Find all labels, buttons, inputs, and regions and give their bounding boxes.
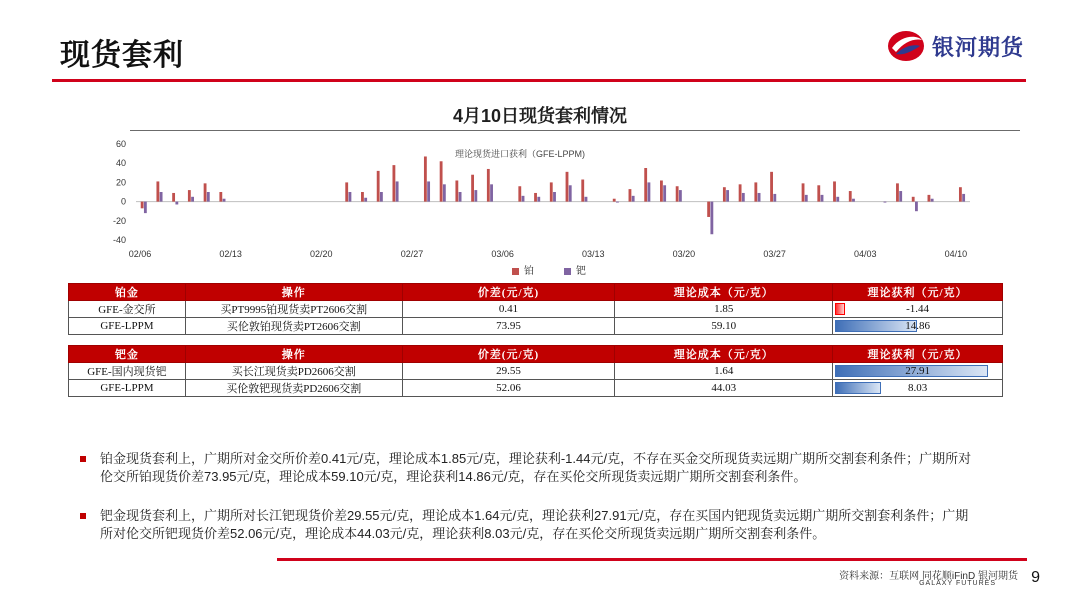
bar <box>852 199 855 202</box>
bar <box>144 202 147 214</box>
x-tick-label: 03/27 <box>763 249 786 259</box>
bar <box>522 196 525 202</box>
x-tick-label: 03/13 <box>582 249 605 259</box>
bar <box>188 190 191 202</box>
bullet-square-icon <box>80 456 86 462</box>
profit-databar <box>835 303 845 315</box>
spread-cell: 73.95 <box>402 318 615 335</box>
bar <box>537 197 540 202</box>
bar <box>207 192 210 202</box>
bar <box>821 195 824 202</box>
operation-cell: 买PT9995铂现货卖PT2606交割 <box>185 301 402 318</box>
bullet-text: 铂金现货套利上，广期所对金交所价差0.41元/克，理论成本1.85元/克，理论获利-1.44元/克，不存在买金交所现货卖远期广期所交割套利条件；广期所对伦交所铂现货价差73.95元/克，理论成本59.10元/克，理论获利14.86元/克，存在买伦交所现货卖远期广期所交割套利条件。 <box>100 451 972 484</box>
profit-value: -1.44 <box>906 303 930 315</box>
bar <box>471 175 474 202</box>
bar <box>585 197 588 202</box>
bar <box>723 187 726 201</box>
bar <box>364 198 367 202</box>
bar <box>707 202 710 217</box>
table-header: 价差(元/克) <box>402 284 615 301</box>
bar <box>629 189 632 201</box>
bar <box>884 202 887 203</box>
spread-cell: 29.55 <box>402 363 615 380</box>
bar <box>928 195 931 202</box>
operation-cell: 买长江现货卖PD2606交割 <box>185 363 402 380</box>
x-tick-label: 03/06 <box>491 249 514 259</box>
table-row <box>69 380 1003 397</box>
bar <box>349 192 352 202</box>
bar <box>632 196 635 202</box>
bullet-palladium <box>80 507 980 543</box>
bar <box>219 192 222 202</box>
table-header: 钯金 <box>69 346 186 363</box>
chart-title-divider <box>130 130 1020 131</box>
table-header: 理论成本（元/克） <box>615 284 833 301</box>
platinum-arbitrage-table <box>68 283 1003 335</box>
brand-logo <box>886 28 1024 64</box>
table-header: 铂金 <box>69 284 186 301</box>
commentary <box>80 450 980 486</box>
y-tick-label: 20 <box>115 177 126 188</box>
bar <box>345 182 348 201</box>
bar <box>660 180 663 201</box>
bar <box>553 192 556 202</box>
y-tick-label: -40 <box>112 235 126 245</box>
bar <box>710 202 713 235</box>
y-tick-label: 40 <box>115 158 126 169</box>
bullet-platinum <box>80 450 980 486</box>
bar <box>377 171 380 202</box>
table-row <box>69 318 1003 335</box>
market-cell: GFE-金交所 <box>69 301 186 318</box>
table-header: 价差(元/克) <box>402 346 615 363</box>
cost-cell: 1.64 <box>615 363 833 380</box>
bar <box>899 191 902 202</box>
bar <box>160 192 163 202</box>
operation-cell: 买伦敦钯现货卖PD2606交割 <box>185 380 402 397</box>
bar <box>175 202 178 205</box>
bar <box>679 190 682 202</box>
market-cell: GFE-LPPM <box>69 318 186 335</box>
bar <box>613 199 616 202</box>
spread-cell: 52.06 <box>402 380 615 397</box>
bar <box>959 187 962 201</box>
bar <box>915 202 918 212</box>
bar <box>490 184 493 201</box>
bullet-square-icon <box>80 513 86 519</box>
market-cell: GFE-国内现货钯 <box>69 363 186 380</box>
bar <box>742 193 745 202</box>
operation-cell: 买伦敦铂现货卖PT2606交割 <box>185 318 402 335</box>
profit-value: 14.86 <box>905 320 930 332</box>
chart-annotation: 理论现货进口获利（GFE-LPPM) <box>455 149 586 159</box>
bar <box>566 172 569 202</box>
spread-cell: 0.41 <box>402 301 615 318</box>
header-divider <box>52 79 1026 82</box>
bar <box>455 180 458 201</box>
profit-value: 27.91 <box>905 365 930 377</box>
chart-title: 4月10日现货套利情况 <box>452 106 628 126</box>
table-header: 操作 <box>185 346 402 363</box>
bar <box>644 168 647 202</box>
data-source: 资料来源：互联网 同花顺iFinD 银河期货 <box>839 571 1018 582</box>
bar <box>223 199 226 202</box>
bar <box>770 172 773 202</box>
market-cell: GFE-LPPM <box>69 380 186 397</box>
bar <box>204 183 207 201</box>
cost-cell: 1.85 <box>615 301 833 318</box>
bar <box>191 197 194 202</box>
bar <box>849 191 852 202</box>
bar <box>518 186 521 201</box>
bar <box>550 182 553 201</box>
bar <box>802 183 805 201</box>
bar <box>817 185 820 201</box>
x-tick-label: 02/20 <box>310 249 333 259</box>
commentary <box>80 507 980 543</box>
bar <box>534 193 537 202</box>
bar <box>156 181 159 201</box>
cost-cell: 59.10 <box>615 318 833 335</box>
bar <box>392 165 395 201</box>
chart-legend <box>512 262 586 277</box>
x-tick-label: 03/20 <box>672 249 696 259</box>
bar <box>676 186 679 201</box>
bar <box>896 183 899 201</box>
x-tick-label: 04/03 <box>853 249 877 259</box>
footer-divider <box>277 558 1027 561</box>
table-header: 理论获利（元/克） <box>833 346 1003 363</box>
page-number: 9 <box>1031 569 1040 586</box>
profit-databar <box>835 382 880 394</box>
brand-name: 银河期货 <box>931 34 1024 60</box>
bar <box>396 181 399 201</box>
bar <box>836 197 839 202</box>
bar <box>758 193 761 202</box>
bar <box>487 169 490 202</box>
bar <box>912 197 915 202</box>
bar <box>663 185 666 201</box>
profit-cell <box>833 380 1003 397</box>
bar <box>833 181 836 201</box>
bar <box>962 194 965 202</box>
profit-value: 8.03 <box>907 382 928 394</box>
bar <box>931 199 934 202</box>
profit-cell <box>833 363 1003 380</box>
legend-item-pd: 钯 <box>564 262 586 277</box>
x-tick-label: 02/27 <box>400 249 424 259</box>
palladium-arbitrage-table <box>68 345 1003 397</box>
bar <box>616 202 619 203</box>
table-header: 理论获利（元/克） <box>833 284 1003 301</box>
bar <box>569 185 572 201</box>
x-tick-label: 04/10 <box>944 249 968 259</box>
profit-cell <box>833 318 1003 335</box>
y-tick-label: 60 <box>115 139 126 149</box>
galaxy-logo-icon <box>886 28 926 64</box>
bar <box>141 202 144 209</box>
legend-item-pt: 铂 <box>512 262 534 277</box>
table-row <box>69 301 1003 318</box>
brand-english: GALAXY FUTURES <box>919 580 996 587</box>
bar <box>361 192 364 202</box>
table-row <box>69 363 1003 380</box>
profit-cell <box>833 301 1003 318</box>
table-header: 理论成本（元/克） <box>615 346 833 363</box>
bar <box>172 193 175 202</box>
bar <box>427 181 430 201</box>
bar <box>739 184 742 201</box>
bar <box>726 190 729 202</box>
bar <box>380 192 383 202</box>
y-tick-label: -20 <box>112 215 126 226</box>
bar <box>474 190 477 202</box>
bar <box>805 195 808 202</box>
table-header: 操作 <box>185 284 402 301</box>
bar <box>581 180 584 202</box>
page-title: 现货套利 <box>60 39 184 72</box>
bar <box>443 184 446 201</box>
bar <box>440 161 443 201</box>
bar <box>459 192 462 202</box>
bar <box>754 182 757 201</box>
arbitrage-bar-chart <box>100 138 980 262</box>
bullet-text: 钯金现货套利上，广期所对长江钯现货价差29.55元/克，理论成本1.64元/克，理论获利27.91元/克，存在买国内钯现货卖远期广期所交割套利条件；广期所对伦交所钯现货价差52.06元/克，理论成本44.03元/克，理论获利8.03元/克，存在买伦交所现货卖远期广期所交割套利条件。 <box>100 508 969 541</box>
y-tick-label: 0 <box>120 196 126 207</box>
cost-cell: 44.03 <box>615 380 833 397</box>
x-tick-label: 02/06 <box>128 249 152 259</box>
bar <box>773 194 776 202</box>
bar <box>424 156 427 201</box>
bar <box>648 182 651 201</box>
x-tick-label: 02/13 <box>219 249 242 259</box>
